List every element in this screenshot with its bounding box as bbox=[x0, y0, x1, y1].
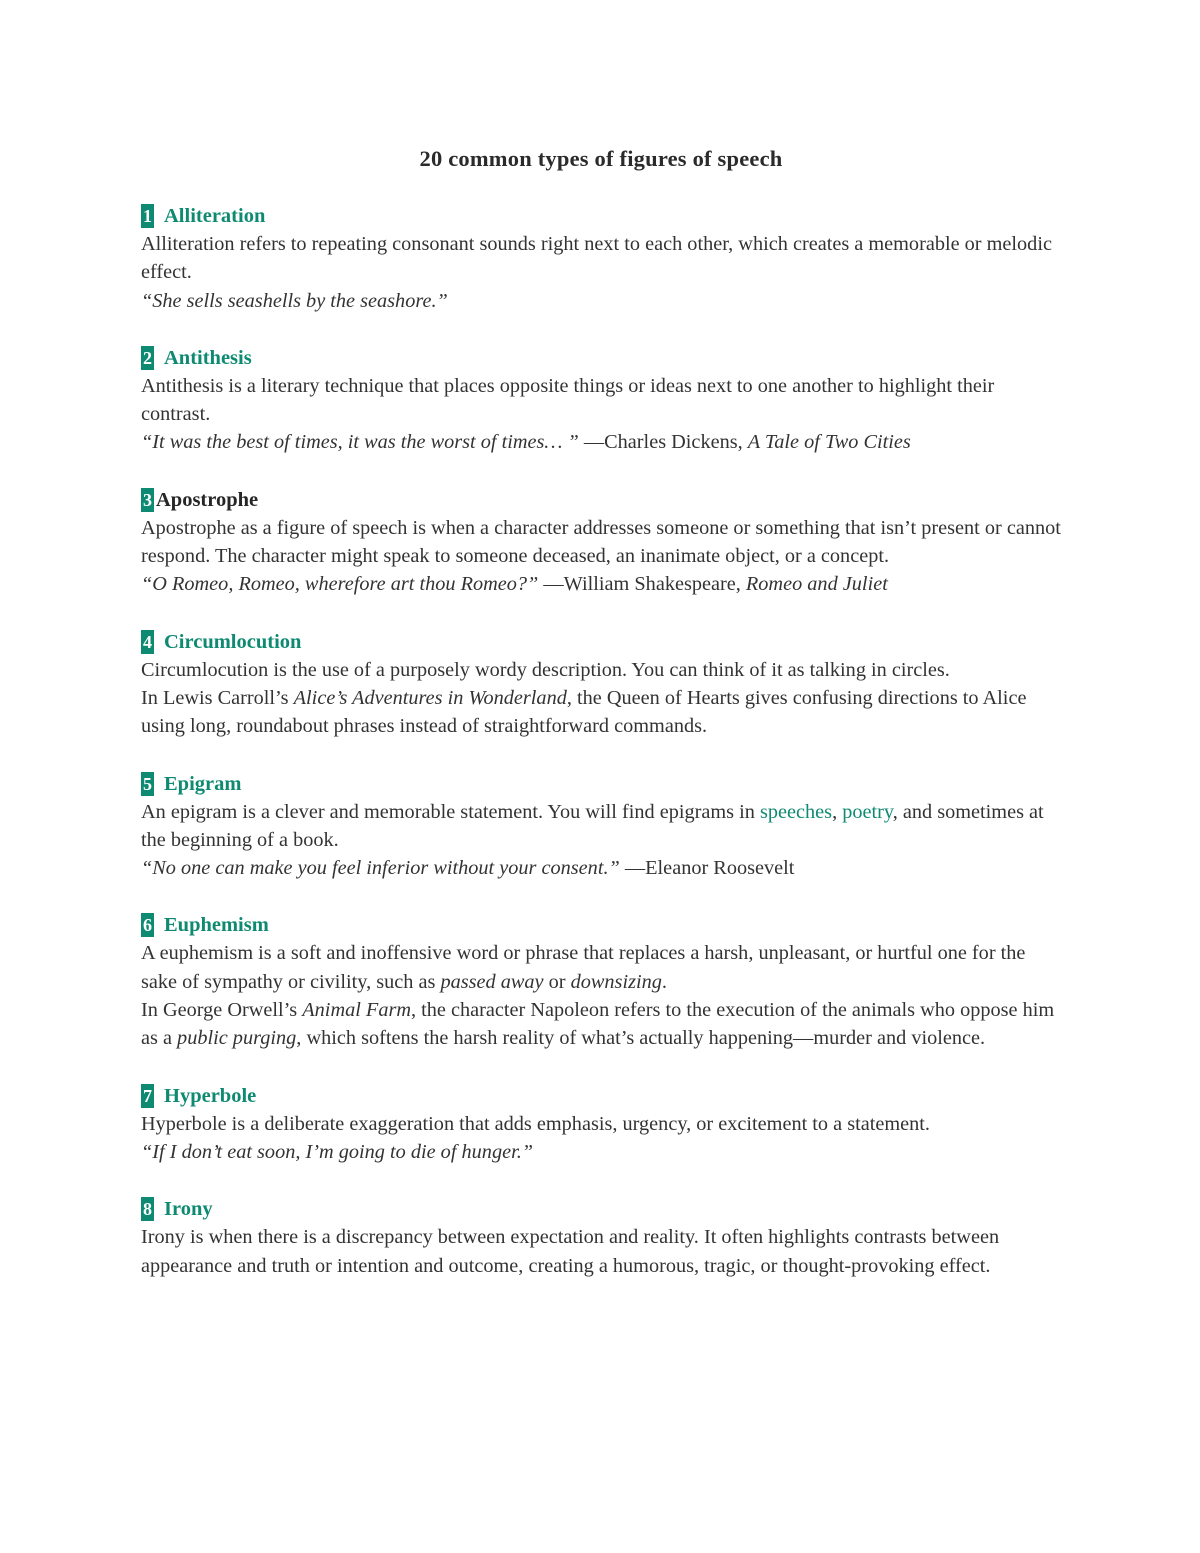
example bbox=[141, 996, 1061, 1053]
work-title: Animal Farm bbox=[302, 999, 412, 1022]
attribution: —Charles Dickens, bbox=[578, 431, 748, 454]
term-title: Irony bbox=[164, 1198, 213, 1221]
entry-apostrophe bbox=[141, 486, 1061, 599]
entry-euphemism bbox=[141, 911, 1061, 1052]
definition bbox=[141, 798, 1061, 855]
page-title: 20 common types of figures of speech bbox=[419, 146, 783, 171]
number-badge: 4 bbox=[143, 631, 152, 652]
example-quote: “No one can make you feel inferior without your consent.” bbox=[141, 857, 620, 880]
definition-text: , bbox=[832, 800, 843, 823]
entry-heading bbox=[141, 770, 1061, 798]
term-title: Apostrophe bbox=[156, 488, 259, 511]
entry-heading bbox=[141, 486, 1061, 514]
term-title: Epigram bbox=[164, 772, 242, 795]
entry-epigram bbox=[141, 770, 1061, 883]
poetry-link[interactable]: poetry bbox=[842, 800, 893, 823]
entry-heading bbox=[141, 911, 1061, 939]
term-title: Hyperbole bbox=[164, 1084, 257, 1107]
entry-irony bbox=[141, 1195, 1061, 1280]
term-title: Circumlocution bbox=[164, 630, 302, 653]
number-badge: 8 bbox=[143, 1199, 152, 1220]
example-text: , the character Napoleon refers to the execution of the animals who oppose him as a bbox=[141, 999, 1055, 1050]
speeches-link[interactable]: speeches bbox=[760, 800, 833, 823]
definition-text: or bbox=[543, 970, 571, 993]
definition-text: A euphemism is a soft and inoffensive word or phrase that replaces a harsh, unpleasant, or hurtful one for the sake of sympathy or civility, such as bbox=[141, 942, 1026, 993]
example bbox=[141, 287, 1061, 315]
number-badge: 3 bbox=[143, 489, 152, 510]
example-term: downsizing bbox=[570, 970, 662, 993]
example-text: , which softens the harsh reality of what’s actually happening—murder and violence. bbox=[296, 1027, 986, 1050]
entry-heading bbox=[141, 1195, 1061, 1223]
entry-heading bbox=[141, 628, 1061, 656]
entry-heading bbox=[141, 1082, 1061, 1110]
definition: Antithesis is a literary technique that places opposite things or ideas next to one another to highlight their contrast. bbox=[141, 374, 995, 426]
number-badge: 6 bbox=[143, 915, 152, 936]
example-quote: “It was the best of times, it was the worst of times… ” bbox=[141, 431, 579, 454]
example-term: public purging bbox=[177, 1027, 297, 1050]
definition-text: , and sometimes at the beginning of a book. bbox=[141, 800, 1044, 851]
definition: Irony is when there is a discrepancy between expectation and reality. It often highlights contrasts between appearance and truth or intention and outcome, creating a humorous, tragic, or thought-provoking effect. bbox=[141, 1226, 1000, 1277]
example-quote: “She sells seashells by the seashore.” bbox=[141, 289, 448, 312]
entry-hyperbole bbox=[141, 1082, 1061, 1167]
attribution: —Eleanor Roosevelt bbox=[619, 857, 795, 880]
entry-circumlocution bbox=[141, 628, 1061, 741]
definition-text: . bbox=[661, 970, 667, 993]
number-badge: 2 bbox=[143, 347, 152, 368]
entry-alliteration bbox=[141, 202, 1061, 315]
entry-heading bbox=[141, 202, 1061, 230]
definition: Hyperbole is a deliberate exaggeration that adds emphasis, urgency, or excitement to a statement. bbox=[141, 1112, 930, 1135]
example bbox=[141, 854, 1061, 882]
example-term: passed away bbox=[440, 970, 544, 993]
definition: Alliteration refers to repeating consonant sounds right next to each other, which creates a memorable or melodic effect. bbox=[141, 233, 1052, 284]
attribution: —William Shakespeare, bbox=[538, 573, 746, 596]
example-quote: “O Romeo, Romeo, wherefore art thou Romeo?” bbox=[141, 573, 539, 596]
number-badge: 1 bbox=[143, 206, 152, 226]
term-title: Antithesis bbox=[164, 346, 252, 369]
definition: Circumlocution is the use of a purposely wordy description. You can think of it as talking in circles. bbox=[141, 658, 950, 681]
example-text: In George Orwell’s bbox=[141, 999, 303, 1022]
example bbox=[141, 570, 1061, 598]
example bbox=[141, 684, 1061, 741]
example-text: , the Queen of Hearts gives confusing directions to Alice using long, roundabout phrases instead of straightforward commands. bbox=[141, 686, 1027, 738]
example bbox=[141, 428, 1061, 456]
work-title: Romeo and Juliet bbox=[745, 573, 888, 596]
document-page bbox=[141, 146, 1061, 1309]
example-text: In Lewis Carroll’s bbox=[141, 686, 294, 709]
definition: Apostrophe as a figure of speech is when a character addresses someone or something that isn’t present or cannot respond. The character might speak to someone deceased, an inanimate object, or a concept. bbox=[141, 516, 1061, 568]
example-quote: “If I don’t eat soon, I’m going to die of hunger.” bbox=[141, 1140, 534, 1163]
term-title: Alliteration bbox=[164, 205, 266, 227]
term-title: Euphemism bbox=[164, 914, 269, 937]
number-badge: 7 bbox=[143, 1085, 152, 1106]
work-title: A Tale of Two Cities bbox=[747, 431, 911, 454]
definition bbox=[141, 939, 1061, 996]
entry-antithesis bbox=[141, 344, 1061, 457]
number-badge: 5 bbox=[143, 773, 152, 794]
definition-text: An epigram is a clever and memorable statement. You will find epigrams in bbox=[141, 800, 760, 823]
example bbox=[141, 1138, 1061, 1166]
work-title: Alice’s Adventures in Wonderland bbox=[293, 686, 567, 709]
entry-heading bbox=[141, 344, 1061, 372]
